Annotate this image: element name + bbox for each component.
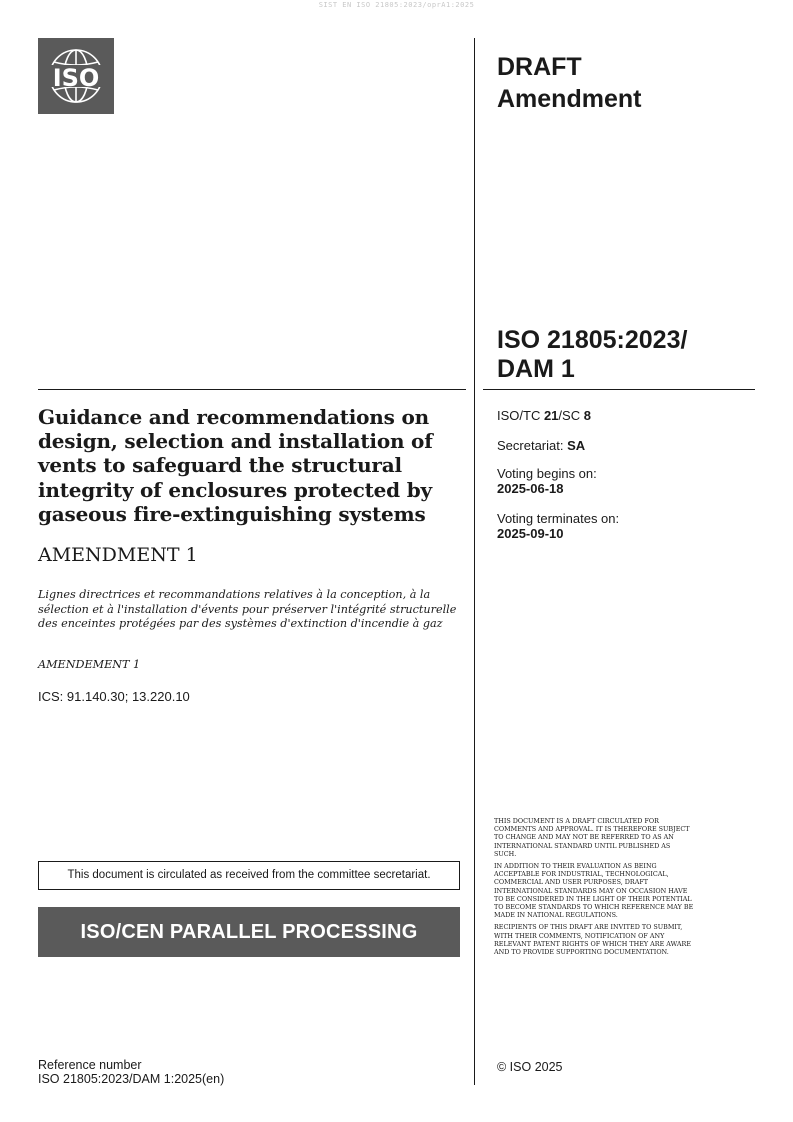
french-amendment-label: AMENDEMENT 1: [38, 658, 141, 671]
standard-number-line2: DAM 1: [497, 355, 575, 383]
secretariat-value: SA: [567, 438, 586, 453]
draft-heading: [497, 51, 641, 115]
voting-terminates-label: Voting terminates on:: [497, 511, 620, 526]
standard-number: [497, 326, 687, 384]
iso-logo: [38, 38, 114, 114]
draft-label: DRAFT: [497, 53, 582, 81]
committee-separator: /SC: [558, 408, 584, 423]
document-title: Guidance and recommendations on design, selection and installation of vents to safeguard the structural integrity of enclosures protected by gaseous fire-extinguishing systems: [38, 405, 433, 526]
voting-terminates-date: 2025-09-10: [497, 526, 564, 541]
reference-number: [38, 1058, 224, 1086]
reference-label: Reference number: [38, 1058, 142, 1072]
logo-text: ISO: [52, 64, 100, 92]
committee-prefix: ISO/TC: [497, 408, 544, 423]
watermark: SIST EN ISO 21805:2023/oprA1:2025: [318, 1, 475, 9]
copyright: © ISO 2025: [497, 1060, 563, 1074]
horizontal-divider-left: [38, 389, 466, 390]
standard-number-line1: ISO 21805:2023/: [497, 326, 688, 354]
horizontal-divider-right: [483, 389, 755, 390]
disclaimer-paragraph: IN ADDITION TO THEIR EVALUATION AS BEING ACCEPTABLE FOR INDUSTRIAL, TECHNOLOGICAL, COMMERCIAL AND USER PURPOSES, DRAFT INTERNATIONAL STANDARDS MAY ON OCCASION HAVE TO BE CONSIDERED IN THE LIGHT OF THEIR POTENTIAL TO BECOME STANDARDS TO WHICH REFERENCE MAY BE MADE IN NATIONAL REGULATIONS.: [494, 862, 694, 920]
vertical-divider: [474, 38, 475, 1085]
ics-codes: ICS: 91.140.30; 13.220.10: [38, 689, 190, 704]
secretariat: [497, 438, 585, 453]
voting-terminates: [497, 511, 619, 541]
amendment-type-label: Amendment: [497, 85, 642, 113]
voting-begins-date: 2025-06-18: [497, 481, 564, 496]
disclaimer-paragraph: THIS DOCUMENT IS A DRAFT CIRCULATED FOR COMMENTS AND APPROVAL. IT IS THEREFORE SUBJECT TO CHANGE AND MAY NOT BE REFERRED TO AS AN INTERNATIONAL STANDARD UNTIL PUBLISHED AS SUCH.: [494, 817, 690, 858]
circulation-notice: This document is circulated as received from the committee secretariat.: [38, 861, 460, 890]
secretariat-label: Secretariat:: [497, 438, 568, 453]
committee: [497, 408, 591, 423]
disclaimer-paragraph: RECIPIENTS OF THIS DRAFT ARE INVITED TO SUBMIT, WITH THEIR COMMENTS, NOTIFICATION OF ANY RELEVANT PATENT RIGHTS OF WHICH THEY ARE AWARE AND TO PROVIDE SUPPORTING DOCUMENTATION.: [494, 923, 691, 957]
committee-sc: 8: [583, 408, 591, 423]
parallel-processing-banner: ISO/CEN PARALLEL PROCESSING: [38, 907, 460, 957]
voting-begins: [497, 466, 597, 496]
reference-value: ISO 21805:2023/DAM 1:2025(en): [38, 1072, 225, 1086]
french-title: Lignes directrices et recommandations relatives à la conception, à la sélection et à l'installation d'évents pour préserver l'intégrité structurelle des enceintes protégées par des systèmes d'extinction d'incendie à gaz: [38, 588, 457, 631]
draft-disclaimer: [494, 817, 694, 960]
amendment-label: AMENDMENT 1: [38, 544, 198, 566]
globe-icon: [38, 38, 114, 114]
voting-begins-label: Voting begins on:: [497, 466, 597, 481]
committee-tc: 21: [543, 408, 559, 423]
